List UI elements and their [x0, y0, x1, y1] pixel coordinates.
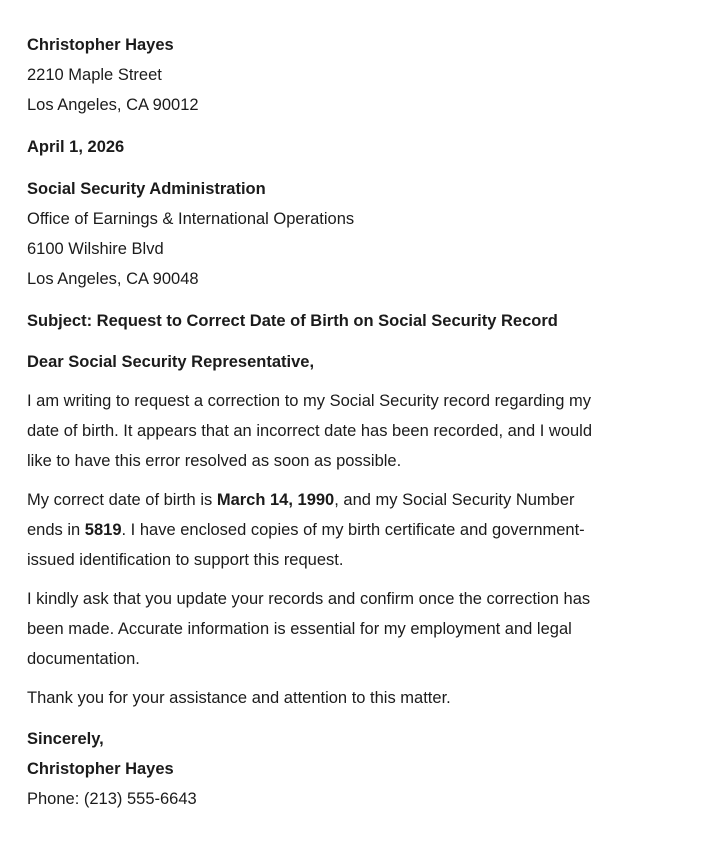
paragraph-4-line-1: Thank you for your assistance and attention to this matter. [27, 689, 451, 707]
recipient-block [27, 174, 697, 294]
paragraph-2-text: ends in [27, 521, 85, 539]
paragraph-3 [27, 584, 697, 674]
paragraph-2-text: My correct date of birth is [27, 491, 217, 509]
paragraph-2-text: , and my Social Security Number [334, 491, 575, 509]
date-of-birth-value: March 14, 1990 [216, 491, 335, 509]
paragraph-3-line-2: been made. Accurate information is essential for my employment and legal [27, 620, 572, 638]
sender-block [27, 30, 697, 120]
paragraph-2-line-2 [27, 515, 697, 545]
phone-number: Phone: (213) 555-6643 [27, 790, 197, 808]
recipient-organization: Social Security Administration [27, 180, 266, 198]
paragraph-1 [27, 386, 697, 476]
paragraph-1-line-3: like to have this error resolved as soon as possible. [27, 452, 402, 470]
ssn-last-digits: 5819 [84, 521, 122, 539]
recipient-office: Office of Earnings & International Operations [27, 210, 355, 228]
paragraph-2-line-1 [27, 485, 697, 515]
signature-name: Christopher Hayes [27, 760, 174, 778]
subject-line: Subject: Request to Correct Date of Birth on Social Security Record [27, 312, 558, 330]
sender-city: Los Angeles, CA 90012 [27, 96, 199, 114]
salutation: Dear Social Security Representative, [27, 353, 315, 371]
subject-block [27, 306, 697, 336]
sender-name: Christopher Hayes [27, 36, 174, 54]
valediction: Sincerely, [27, 730, 104, 748]
paragraph-1-line-1: I am writing to request a correction to my Social Security record regarding my [27, 392, 591, 410]
paragraph-2-line-3: issued identification to support this request. [27, 551, 344, 569]
salutation-block [27, 347, 697, 377]
sender-street: 2210 Maple Street [27, 66, 162, 84]
date-block [27, 132, 697, 162]
paragraph-3-line-1: I kindly ask that you update your records and confirm once the correction has [27, 590, 591, 608]
paragraph-2 [27, 485, 697, 575]
letter [27, 30, 697, 814]
recipient-street: 6100 Wilshire Blvd [27, 240, 164, 258]
paragraph-1-line-2: date of birth. It appears that an incorrect date has been recorded, and I would [27, 422, 593, 440]
paragraph-2-text: . I have enclosed copies of my birth certificate and government- [121, 521, 585, 539]
letter-date: April 1, 2026 [27, 138, 125, 156]
recipient-city: Los Angeles, CA 90048 [27, 270, 199, 288]
closing-block [27, 724, 697, 814]
paragraph-4 [27, 683, 697, 713]
paragraph-3-line-3: documentation. [27, 650, 140, 668]
